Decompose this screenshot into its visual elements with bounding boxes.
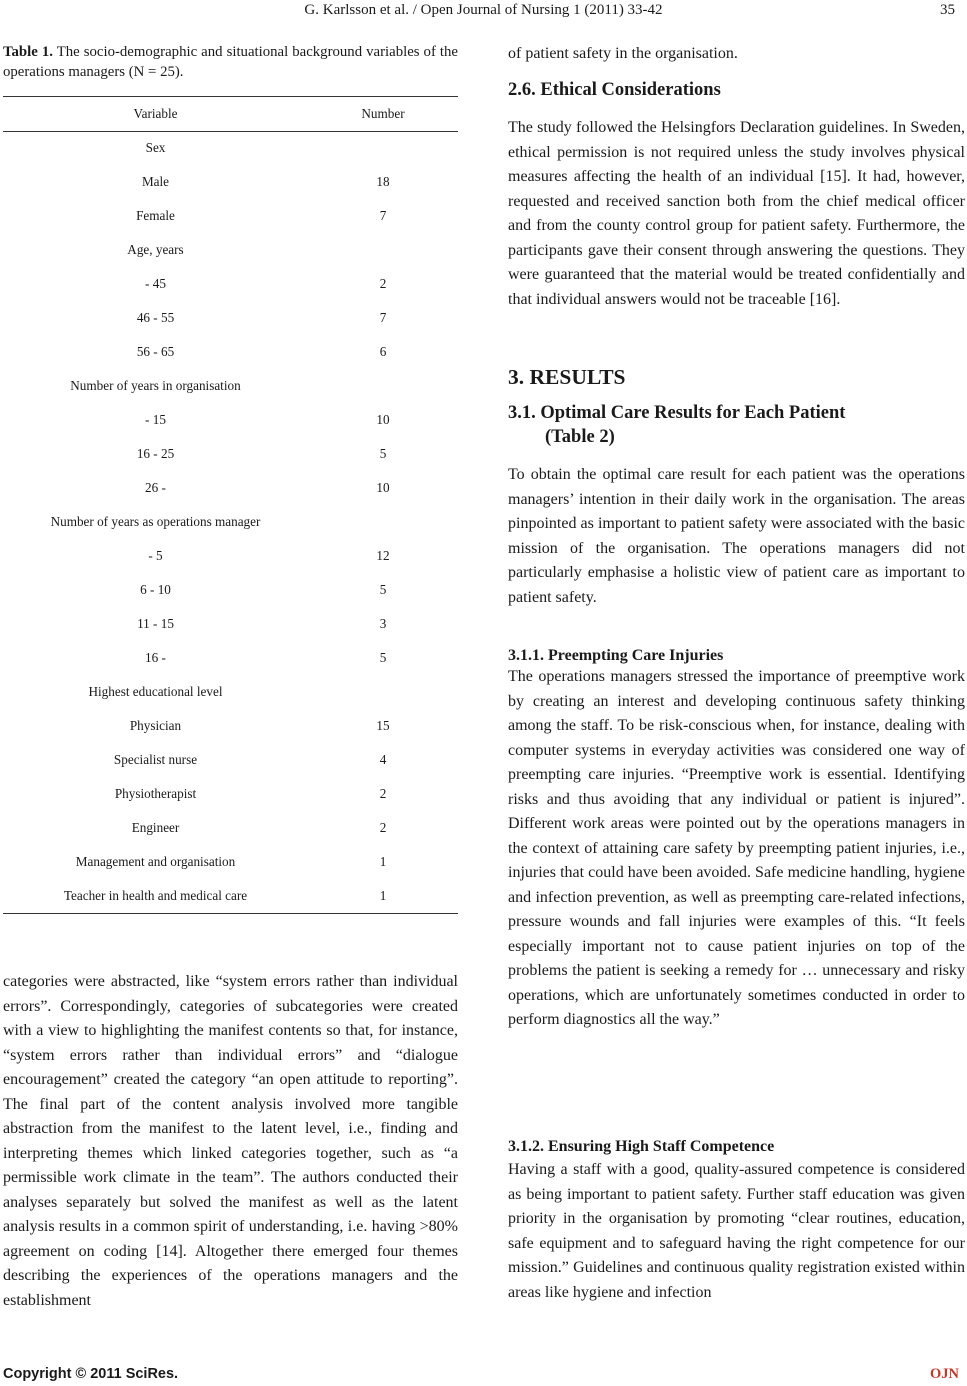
- table-cell-variable: - 5: [148, 548, 163, 563]
- table-cell-variable: 11 - 15: [137, 616, 174, 631]
- table-row: [3, 376, 458, 396]
- table-caption-text: The socio-demographic and situational background variables of the operations managers (N = 25).: [3, 44, 458, 80]
- table-cell-number: 2: [379, 276, 387, 291]
- running-title: G. Karlsson et al. / Open Journal of Nursing 1 (2011) 33-42: [304, 2, 663, 18]
- section-2-6-heading: 2.6. Ethical Considerations: [508, 80, 721, 100]
- table-row: [3, 512, 458, 532]
- table-row: [3, 308, 458, 328]
- table-cell-number: 10: [376, 412, 390, 427]
- table-cell-variable: Specialist nurse: [113, 752, 198, 767]
- table-cell-number: 5: [379, 582, 387, 597]
- section-3-1-1-heading: 3.1.1. Preempting Care Injuries: [508, 647, 724, 664]
- page-number: 35: [940, 2, 955, 18]
- table-cell-variable: Teacher in health and medical care: [63, 888, 248, 903]
- table-cell-variable: Male: [141, 174, 170, 189]
- table-cell-variable: Engineer: [131, 820, 180, 835]
- table-cell-variable: 56 - 65: [136, 344, 175, 359]
- table-cell-variable: Highest educational level: [88, 684, 223, 699]
- table-row: [3, 444, 458, 464]
- table-row: [3, 818, 458, 838]
- table-row: [3, 138, 458, 158]
- copyright-notice: Copyright © 2011 SciRes.: [3, 1366, 179, 1382]
- table-cell-variable: 16 - 25: [136, 446, 175, 461]
- table-cell-variable: Number of years as operations manager: [50, 514, 261, 529]
- table-cell-variable: 6 - 10: [140, 582, 171, 597]
- table-cell-number: 1: [379, 854, 387, 869]
- table-cell-number: 2: [379, 820, 387, 835]
- table-cell-variable: Physiotherapist: [114, 786, 197, 801]
- table-cell-variable: 26 -: [145, 480, 166, 495]
- table-row: [3, 274, 458, 294]
- table-cell-variable: 46 - 55: [136, 310, 175, 325]
- column-header-number: Number: [361, 106, 405, 121]
- table-cell-number: 12: [376, 548, 390, 563]
- column-header-variable: Variable: [133, 106, 178, 121]
- table-row: [3, 784, 458, 804]
- table-row: [3, 648, 458, 668]
- table-row: [3, 240, 458, 260]
- section-3-1-text: To obtain the optimal care result for each patient was the operations managers’ intention in their daily work in the organisation. The areas pinpointed as important to patient safety were associated with the basic mission of the organisation. The operations managers did not particularly emphasise a holistic view of patient care as important to patient safety.: [508, 466, 965, 606]
- table-row: [3, 410, 458, 430]
- table-cell-number: 6: [379, 344, 387, 359]
- table-top-rule: [3, 96, 458, 97]
- table-row: [3, 546, 458, 566]
- right-top-line: of patient safety in the organisation.: [508, 45, 738, 62]
- table-cell-number: 5: [379, 650, 387, 665]
- table-cell-variable: Female: [136, 208, 175, 223]
- table-cell-number: 7: [379, 310, 387, 325]
- page-footer: [0, 1366, 967, 1386]
- table-cell-variable: Number of years in organisation: [70, 378, 241, 393]
- table-row: [3, 478, 458, 498]
- table-row: [3, 750, 458, 770]
- table-row: [3, 614, 458, 634]
- table-cell-variable: Age, years: [127, 242, 184, 257]
- table-cell-variable: - 45: [145, 276, 166, 291]
- section-3-1-2-heading: 3.1.2. Ensuring High Staff Competence: [508, 1138, 775, 1155]
- table-header-row: [3, 104, 458, 124]
- table-row: [3, 206, 458, 226]
- section-3-1-1-text: The operations managers stressed the importance of preemptive work by creating an interest and developing continuous safety thinking among the staff. To be risk-conscious when, for instance, dealing with computer systems in everyday activities was considered one way of preempting care injuries. “Preemptive work is essential. Identifying risks and thus avoiding that any individual or patient is injured”. Different work areas were pointed out by the operations managers in the context of attaining care safety by preempting patient injuries, i.e., injuries that could have been avoided. Safe medicine handling, hygiene and infection prevention, as well as preempting care-related infections, pressure wounds and fall injuries were examples of this. “It feels especially important not to cause patient injuries on top of the problems the patient is seeking a remedy for … unnecessary and risky operations, which are unfortunately sometimes conducted in order to perform diagnostics all the way.”: [508, 668, 965, 1028]
- table-cell-variable: Physician: [129, 718, 182, 733]
- table-row: [3, 716, 458, 736]
- table-cell-variable: 16 -: [145, 650, 166, 665]
- left-body-paragraph: categories were abstracted, like “system errors rather than individual errors”. Correspondingly, categories of subcategories were created with a view to highlighting the manifest contents so that, for instance, “system errors rather than individual errors” and “dialogue encouragement” created the category “an open attitude to reporting”. The final part of the content analysis involved more tangible abstraction from the manifest to the latent level, i.e., finding and interpreting themes which linked categories together, such as “a permissible work climate in the team”. The authors conducted their analyses separately but solved the manifest as well as the latent analysis results in a common spirit of understanding, i.e. having >80% agreement on coding [14]. Altogether there emerged four themes describing the experiences of the operations managers and the establishment: [3, 973, 458, 1309]
- table-cell-number: 2: [379, 786, 387, 801]
- table-row: [3, 886, 458, 906]
- table-cell-number: 10: [376, 480, 390, 495]
- section-3-1-heading-line1: 3.1. Optimal Care Results for Each Patient: [508, 403, 846, 423]
- section-2-6-text: The study followed the Helsingfors Declaration guidelines. In Sweden, ethical permission is not required unless the study involves physical measures affecting the health of an individual [15]. It had, however, requested and received sanction both from the chief medical officer and from the county control group for patient safety. Furthermore, the participants gave their consent through answering the questions. They were guaranteed that the material would be treated confidentially and that individual answers would not be traceable [16].: [508, 119, 965, 308]
- table-row: [3, 580, 458, 600]
- table-row: [3, 342, 458, 362]
- table-caption: [3, 42, 458, 82]
- table-cell-number: 1: [379, 888, 387, 903]
- section-3-1-heading-line2: (Table 2): [545, 427, 615, 447]
- table-cell-variable: Management and organisation: [75, 854, 236, 869]
- table-row: [3, 852, 458, 872]
- table-cell-number: 3: [379, 616, 387, 631]
- table-caption-label: Table 1.: [3, 44, 53, 60]
- table-header-rule: [3, 131, 458, 132]
- table-cell-variable: Sex: [145, 140, 166, 155]
- table-cell-number: 7: [379, 208, 387, 223]
- page-header: [0, 0, 967, 24]
- table-cell-number: 18: [376, 174, 390, 189]
- table-cell-number: 5: [379, 446, 387, 461]
- journal-abbreviation: OJN: [930, 1366, 959, 1382]
- section-3-heading: 3. RESULTS: [508, 365, 626, 389]
- table-row: [3, 682, 458, 702]
- table-cell-variable: - 15: [145, 412, 166, 427]
- table-cell-number: 15: [376, 718, 390, 733]
- table-bottom-rule: [3, 913, 458, 914]
- table-row: [3, 172, 458, 192]
- section-3-1-2-text: Having a staff with a good, quality-assured competence is considered as being important to patient safety. Further staff education was given priority in the organisation by promoting “clear routines, education, safe equipment and to safeguard having the right competence for our mission.” Guidelines and continuous quality registration existed within areas like hygiene and infection: [508, 1161, 965, 1301]
- table-cell-number: 4: [379, 752, 387, 767]
